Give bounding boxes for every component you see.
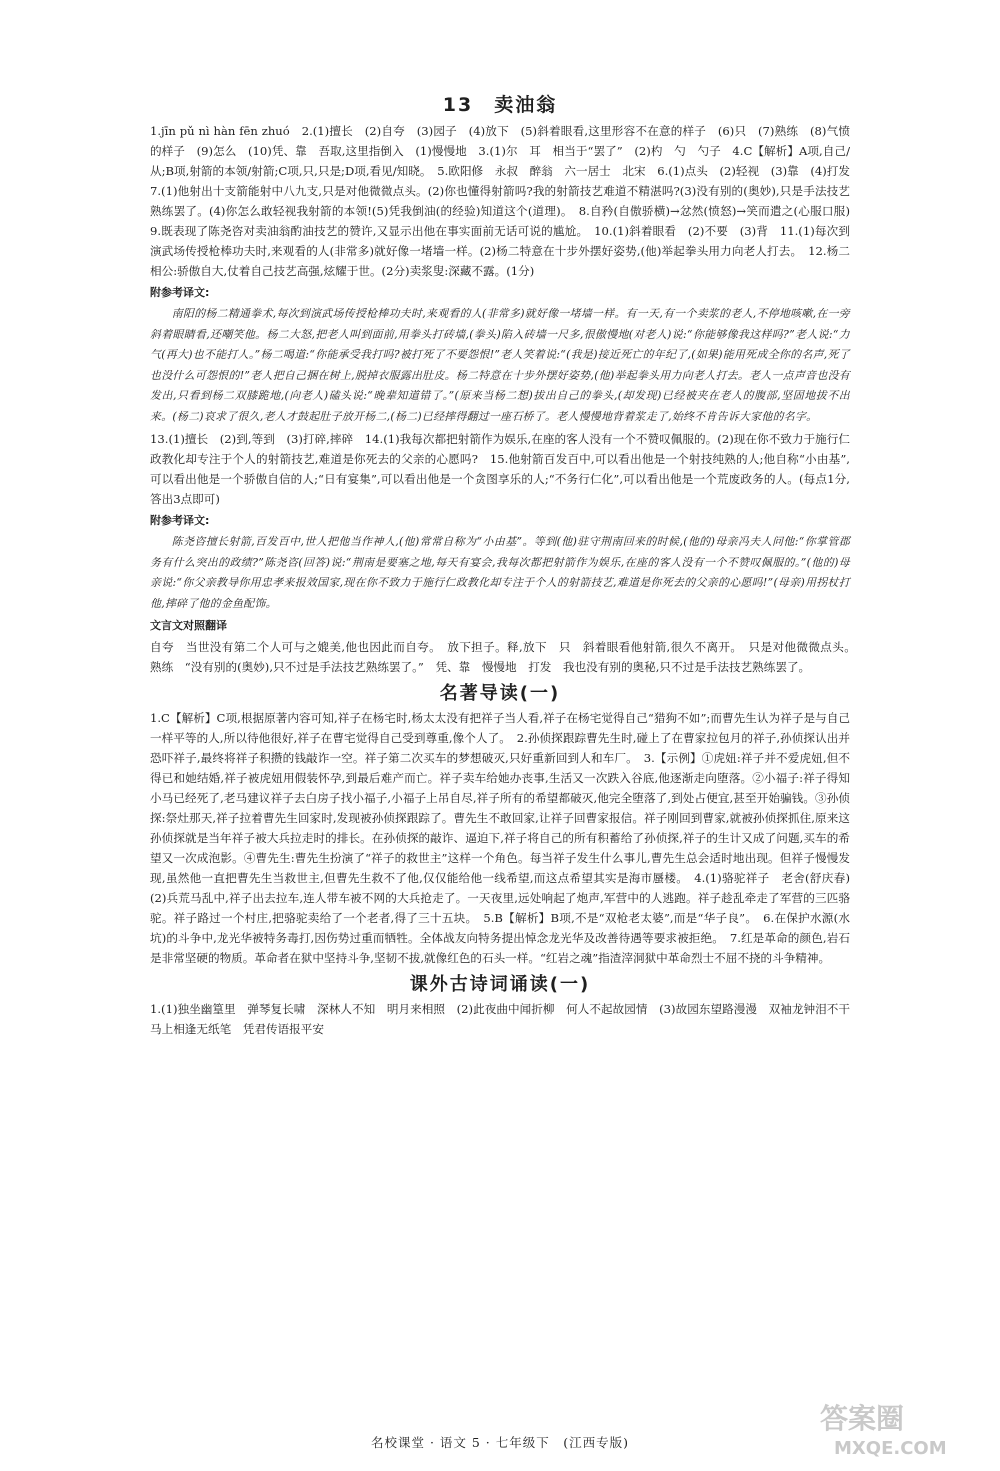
extracurricular-poetry-answers: 1.(1)独坐幽篁里 弹琴复长啸 深林人不知 明月来相照 (2)此夜曲中闻折柳 何人不起故园情 (3)故园东望路漫漫 双袖龙钟泪不干 马上相逢无纸笔 凭君传语报平安	[150, 1002, 862, 1036]
page-footer: 名校课堂 · 语文 5 · 七年级下 (江西专版)	[370, 1435, 630, 1450]
extracurricular-poetry-title: 课外古诗词诵读(一)	[409, 974, 591, 995]
answer-page	[150, 80, 862, 1039]
chapter-13-title: 13 卖油翁	[442, 94, 558, 116]
classical-comparison-text: 自夸 当世没有第二个人可与之媲美,他也因此而自夸。 放下担子。释,放下 只 斜着眼看他射箭,很久不离开。 只是对他微微点头。 熟练 “没有别的(奥妙),只不过是手法技艺熟练罢了。” 凭、靠 慢慢地 打发 我也没有别的奥秘,只不过是手法技艺熟练罢了。	[150, 640, 862, 674]
watermark-line-2: MXQE.COM	[834, 1438, 947, 1459]
watermark-logo	[812, 1398, 982, 1460]
classical-comparison-label: 文言文对照翻译	[150, 619, 227, 632]
classic-reading-title: 名著导读(一)	[439, 683, 561, 704]
chapter-13-answers: 1.jīn pǔ nì hàn fēn zhuó 2.(1)擅长 (2)自夸 (3)园子 (4)放下 (5)斜着眼看,这里形容不在意的样子 (6)只 (7)熟练 (8)气愤的样子 (9)怎么 (10)凭、靠 吾取,这里指倒入 (1)慢慢地 3.(1)尔 耳 相当于“罢了” (2)杓 勺 勺子 4.C【解析】A项,自己/从;B项,射箭的本领/射箭;C项,只,只是;D项,看见/知晓。 5.欧阳修 永叔 醉翁 六一居士 北宋 6.(1)点头 (2)轻视 (3)靠 (4)打发 7.(1)他射出十支箭能射中八九支,只是对他微微点头。(2)你也懂得射箭吗?我的射箭技艺难道不精湛吗?(3)没有别的(奥妙),只是手法技艺熟练罢了。(4)你怎么敢轻视我射箭的本领!(5)凭我倒油(的经验)知道这个(道理)。 8.自矜(自傲骄横)→忿然(愤怒)→笑而遣之(心服口服) 9.既表现了陈尧咨对卖油翁酌油技艺的赞许,又显示出他在事实面前无话可说的尴尬。 10.(1)斜着眼看 (2)不要 (3)背 11.(1)每次到演武场传授枪棒功夫时,来观看的人(非常多)就好像一堵墙一样。(2)杨二特意在十步外摆好姿势,(他)举起拳头用力向老人打去。 12.杨二相公:骄傲自大,仗着自己技艺高强,炫耀于世。(2分)卖浆叟:深藏不露。(1分)	[150, 124, 862, 278]
reference-translation-label-2: 附参考译文:	[150, 514, 210, 527]
answers-13-15: 13.(1)擅长 (2)到,等到 (3)打碎,摔碎 14.(1)我每次都把射箭作为娱乐,在座的客人没有一个不赞叹佩服的。(2)现在你不致力于施行仁政教化却专注于个人的射箭技艺,难道是你死去的父亲的心愿吗? 15.他射箭百发百中,可以看出他是一个射技纯熟的人;他自称“小由基”,可以看出他是一个骄傲自信的人;“日有宴集”,可以看出他是一个贪图享乐的人;“不务行仁化”,可以看出他是一个荒废政务的人。(每点1分,答出3点即可)	[150, 432, 850, 506]
classic-reading-answers: 1.C【解析】C项,根据原著内容可知,祥子在杨宅时,杨太太没有把祥子当人看,祥子在杨宅觉得自己“猎狗不如”;而曹先生认为祥子是与自己一样平等的人,所以待他很好,祥子在曹宅觉得自己受到尊重,像个人了。 2.孙侦探跟踪曹先生时,碰上了在曹家拉包月的祥子,孙侦探认出并恐吓祥子,最终将祥子积攒的钱敲诈一空。祥子第二次买车的梦想破灭,只好重新回到人和车厂。 3.【示例】①虎妞:祥子并不爱虎妞,但不得已和她结婚,祥子被虎妞用假装怀孕,到最后难产而亡。祥子卖车给她办丧事,生活又一次跌入谷底,他逐渐走向堕落。②小福子:祥子得知小马已经死了,老马建议祥子去白房子找小福子,小福子上吊自尽,祥子所有的希望都破灭,他完全堕落了,到处占便宜,甚至开始骗钱。③孙侦探:祭灶那天,祥子拉着曹先生回家时,发现被孙侦探跟踪了。曹先生不敢回家,让祥子回曹家报信。祥子刚回到曹家,就被孙侦探抓住,原来这孙侦探就是当年祥子被大兵拉走时的排长。在孙侦探的敲诈、逼迫下,祥子将自己的所有积蓄给了孙侦探,祥子的生计又成了问题,买车的希望又一次成泡影。④曹先生:曹先生扮演了“祥子的救世主”这样一个角色。每当祥子发生什么事儿,曹先生总会适时地出现。但祥子慢慢发现,虽然他一直把曹先生当救世主,但曹先生救不了他,仅仅能给他一线希望,而这点希望其实是海市蜃楼。 4.(1)骆驼祥子 老舍(舒庆春) (2)兵荒马乱中,祥子出去拉车,连人带车被不网的大兵抢走了。一天夜里,远处响起了炮声,军营中的人逃跑。祥子趁乱牵走了军营的三匹骆驼。祥子路过一个村庄,把骆驼卖给了一个老者,得了三十五块。 5.B【解析】B项,不是“双枪老太婆”,而是“华子良”。 6.在保护水源(水坑)的斗争中,龙光华被特务毒打,因伤势过重而牺牲。全体战友向特务提出悼念龙光华及改善待遇等要求被拒绝。 7.红是革命的颜色,岩石是非常坚硬的物质。革命者在狱中坚持斗争,坚韧不拔,就像红色的石头一样。“红岩之魂”指渣滓洞狱中革命烈士不屈不挠的斗争精神。	[150, 711, 862, 965]
watermark-line-1: 答案圈	[820, 1402, 905, 1435]
reference-translation-2: 陈尧咨擅长射箭,百发百中,世人把他当作神人,(他)常常自称为“小由基”。等到(他)驻守荆南回来的时候,(他的)母亲冯夫人问他:“你掌管郡务有什么突出的政绩?”陈尧咨(回答)说:“荆南是要塞之地,每天有宴会,我每次都把射箭作为娱乐,在座的客人没有一个不赞叹佩服的。”(他的)母亲说:“你父亲教导你用忠孝来报效国家,现在你不致力于施行仁政教化却专注于个人的射箭技艺,难道是你死去的父亲的心愿吗!”(母亲)用拐杖打他,摔碎了他的金鱼配饰。	[150, 535, 850, 610]
reference-translation-label-1: 附参考译文:	[150, 286, 210, 299]
reference-translation-1: 南阳的杨二精通拳术,每次到演武场传授枪棒功夫时,来观看的人(非常多)就好像一堵墙一样。有一天,有一个卖浆的老人,不停地咳嗽,在一旁斜着眼睛看,还嘲笑他。杨二大怒,把老人叫到面前,用拳头打砖墙,(拳头)陷入砖墙一尺多,很傲慢地(对老人)说:“你能够像我这样吗?”老人说:“力气(再大)也不能打人。”杨二喝道:“你能承受我打吗?被打死了不要怨恨!”老人笑着说:“(我是)接近死亡的年纪了,(如果)能用死成全你的名声,死了也没什么可怨恨的!”老人把自己捆在树上,脱掉衣服露出肚皮。杨二特意在十步外摆好姿势,(他)举起拳头用力向老人打去。老人一点声音也没有发出,只看到杨二双膝跪地,(向老人)磕头说:“晚辈知道错了。”(原来当杨二想)拔出自己的拳头,(却发现)已经被夹在老人的腹部,坚固地拔不出来。(杨二)哀求了很久,老人才鼓起肚子放开杨二,(杨二)已经摔得翻过一座石桥了。老人慢慢地背着浆走了,始终不肯告诉大家他的名字。	[150, 307, 850, 423]
